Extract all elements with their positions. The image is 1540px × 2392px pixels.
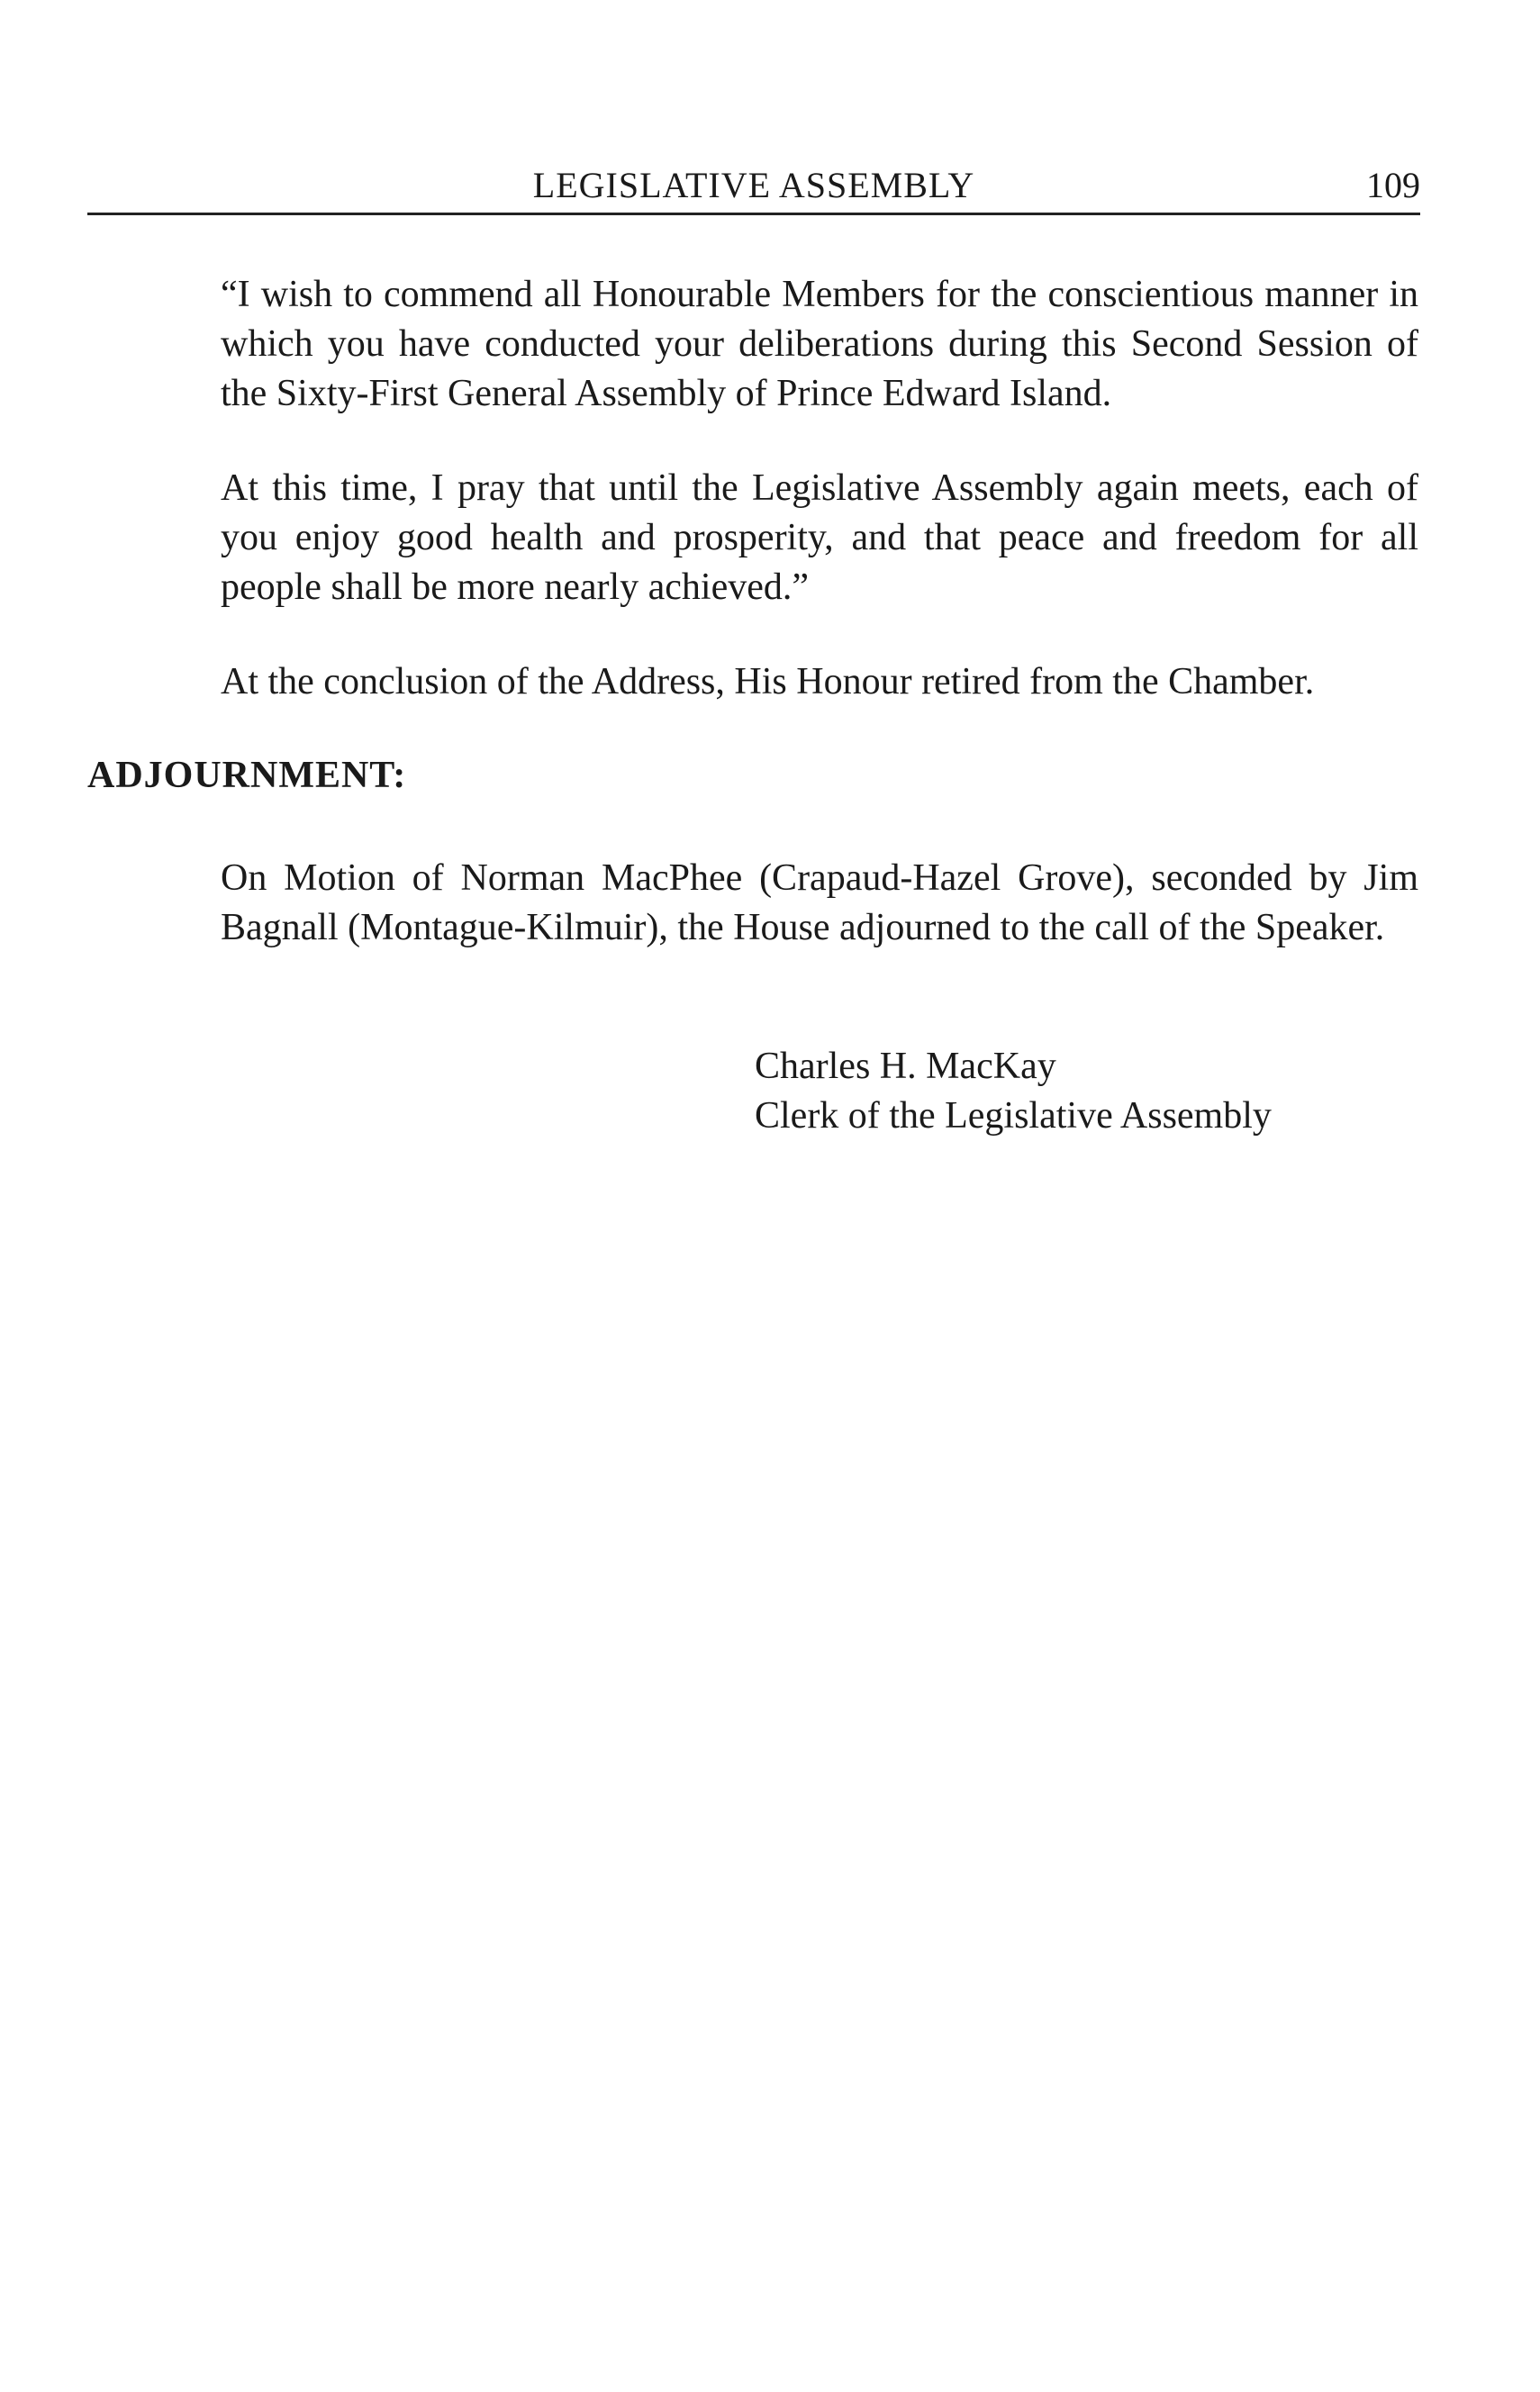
running-header <box>87 160 1420 215</box>
signatory-title: Clerk of the Legislative Assembly <box>755 1095 1272 1137</box>
page-number: 109 <box>1366 165 1420 205</box>
header-title: LEGISLATIVE ASSEMBLY <box>532 165 975 205</box>
section-heading-adjournment: ADJOURNMENT: <box>87 755 407 796</box>
conclusion-paragraph: At the conclusion of the Address, His Honour retired from the Chamber. <box>221 661 1315 702</box>
signatory-name: Charles H. MacKay <box>755 1046 1056 1087</box>
address-paragraph-2: At this time, I pray that until the Legislative Assembly again meets, each of you enjoy good health and prosperity, and that peace and freedom for all people shall be more nearly achieved.” <box>221 467 1418 608</box>
signature-block <box>755 1042 1272 1141</box>
adjournment-paragraph: On Motion of Norman MacPhee (Crapaud-Hazel Grove), seconded by Jim Bagnall (Montague-Kilmuir), the House adjourned to the call of the Speaker. <box>221 857 1418 948</box>
address-paragraph-1: “I wish to commend all Honourable Members for the conscientious manner in which you have conducted your deliberations during this Second Session of the Sixty-First General Assembly of Prince Edward Island. <box>221 274 1418 414</box>
